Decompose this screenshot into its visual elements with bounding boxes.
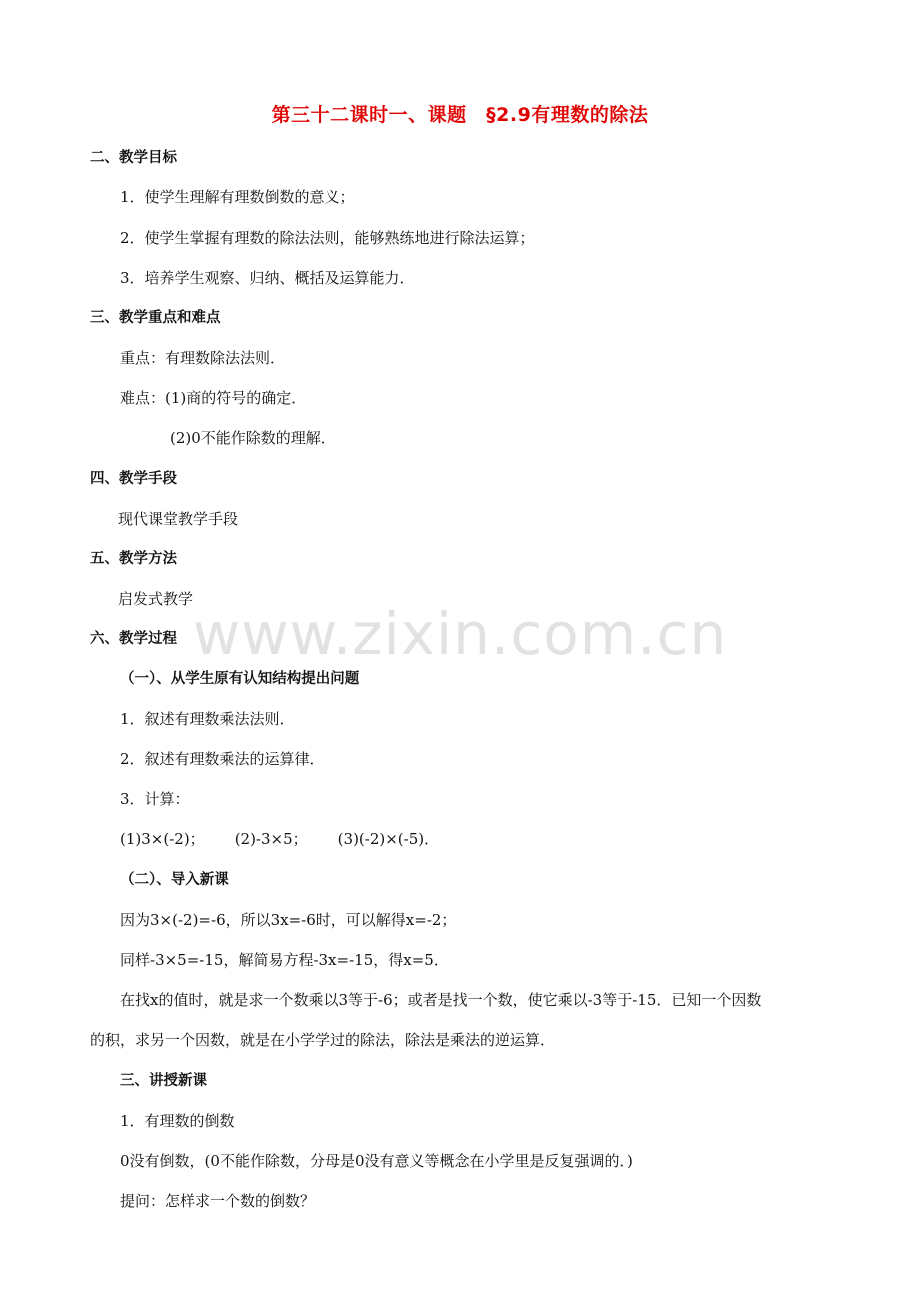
difficulty-1: 难点：(1)商的符号的确定． — [120, 389, 307, 407]
part1-item-2: 2．叙述有理数乘法的运算律． — [120, 750, 325, 768]
goal-item-2: 2．使学生掌握有理数的除法法则，能够熟练地进行除法运算； — [120, 229, 535, 247]
goal-item-1: 1．使学生理解有理数倒数的意义； — [120, 188, 355, 206]
calc-2: (2)-3×5； — [234, 830, 308, 848]
difficulty-2: (2)0不能作除数的理解． — [170, 429, 336, 447]
part2-paragraph-line-2: 的积，求另一个因数，就是在小学学过的除法，除法是乘法的逆运算． — [90, 1031, 556, 1049]
key-point: 重点：有理数除法法则． — [120, 349, 286, 367]
calc-row — [120, 829, 439, 849]
goal-item-3: 3．培养学生观察、归纳、概括及运算能力． — [120, 269, 415, 287]
part1-item-1: 1．叙述有理数乘法法则． — [120, 710, 295, 728]
part3-line-2: 提问：怎样求一个数的倒数？ — [120, 1192, 316, 1210]
teaching-means-text: 现代课堂教学手段 — [118, 510, 239, 528]
heading-teaching-goals: 二、教学目标 — [90, 150, 177, 166]
teaching-method-text: 启发式教学 — [118, 590, 194, 608]
heading-teaching-process: 六、教学过程 — [90, 631, 177, 647]
part2-line-1: 因为3×(-2)=-6，所以3x=-6时，可以解得x=-2； — [120, 911, 457, 929]
part3-line-1: 0没有倒数，(0不能作除数，分母是0没有意义等概念在小学里是反复强调的．) — [120, 1152, 633, 1170]
part2-paragraph-line-1: 在找x的值时，就是求一个数乘以3等于-6；或者是找一个数，使它乘以-3等于-15．已知一个因数 — [120, 991, 762, 1009]
heading-key-points: 三、教学重点和难点 — [90, 310, 221, 326]
heading-teaching-means: 四、教学手段 — [90, 471, 177, 487]
heading-teaching-method: 五、教学方法 — [90, 551, 177, 567]
part1-heading: （一）、从学生原有认知结构提出问题 — [120, 671, 360, 687]
part3-item-1: 1．有理数的倒数 — [120, 1112, 235, 1130]
part3-heading: 三、讲授新课 — [120, 1073, 207, 1089]
part2-heading: （二）、导入新课 — [120, 872, 229, 888]
part2-line-2: 同样-3×5=-15，解简易方程-3x=-15，得x=5． — [120, 951, 449, 969]
part1-item-3: 3．计算： — [120, 790, 190, 808]
watermark: www.zixin.com.cn — [192, 600, 728, 668]
calc-3: (3)(-2)×(-5)． — [337, 830, 440, 848]
calc-1: (1)3×(-2)； — [120, 830, 205, 848]
document-title: 第三十二课时一、课题 §2.9有理数的除法 — [271, 104, 649, 126]
